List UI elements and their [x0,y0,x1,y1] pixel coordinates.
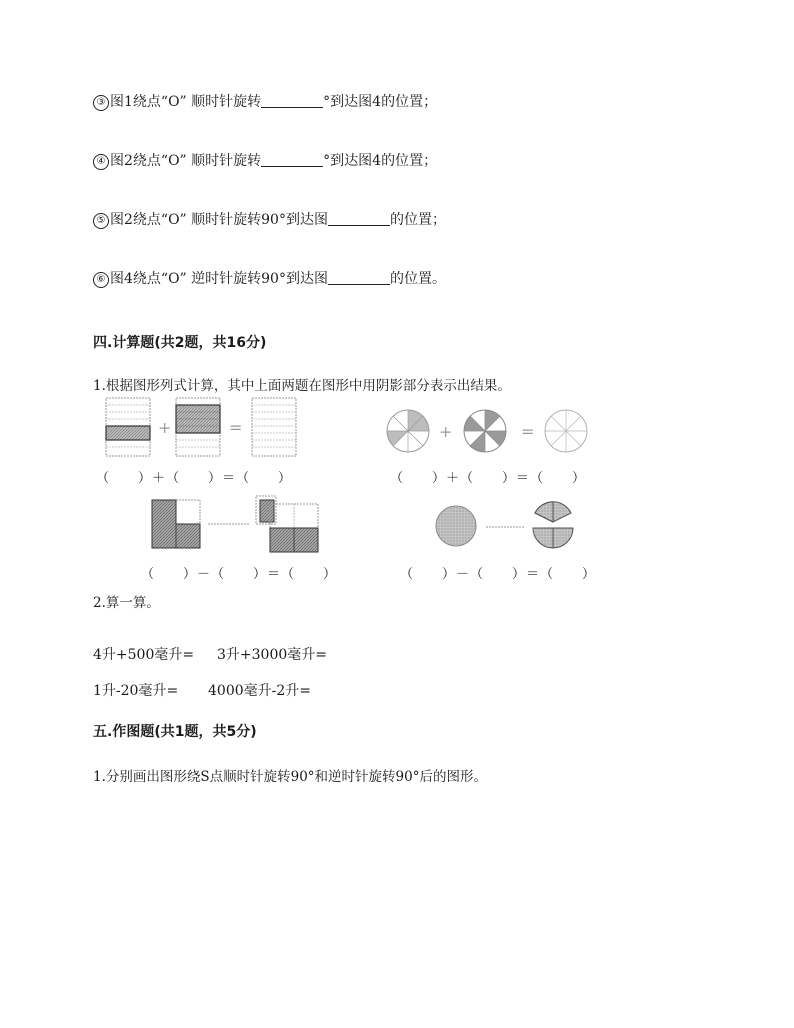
item-number: ③ [93,95,109,111]
circle-1 [387,410,429,452]
question-text: 1.根据图形列式计算，其中上面两题在图形中用阴影部分表示出结果。 [93,378,511,394]
minuend-square [152,500,200,548]
item-text: 的位置。 [389,271,446,287]
square-subtraction-figure [150,494,322,556]
rectangle-2 [176,398,220,456]
item-text: 图1绕点“O” 顺时针旋转 [110,94,262,110]
item-number: ⑤ [93,213,109,229]
plus-sign: + [439,422,453,441]
calc-item[interactable]: 3升+3000毫升= [217,647,327,663]
split-circle [533,502,573,548]
circle-answer [545,410,587,452]
answer-blank[interactable] [261,152,323,167]
section-heading: 四.计算题(共2题，共16分) [93,335,267,351]
equals-sign: = [521,422,535,441]
circle-addition-figure [385,408,595,454]
rectangle-addition-figure [104,396,304,458]
rotation-item-3 [93,92,437,112]
item-text: 图2绕点“O” 顺时针旋转90°到达图 [110,212,328,228]
section-heading: 五.作图题(共1题，共5分) [93,724,257,740]
subtraction-expression-right[interactable]: （ ）－（ ）＝（ ） [400,567,597,582]
answer-blank[interactable] [261,93,323,108]
addition-expression-right[interactable]: （ ）＋（ ）＝（ ） [390,471,587,486]
rectangle-1 [106,398,150,456]
question-text: 1.分别画出图形绕S点顺时针旋转90°和逆时针旋转90°后的图形。 [93,769,487,785]
rectangle-answer [252,398,296,456]
item-text: 图4绕点“O” 逆时针旋转90°到达图 [110,271,328,287]
calc-item[interactable]: 4升+500毫升= [93,647,195,663]
calc-item[interactable]: 4000毫升-2升= [208,683,311,699]
subtraction-expression-left[interactable]: （ ）－（ ）＝（ ） [141,567,338,582]
item-text: °到达图4的位置； [323,94,438,110]
answer-blank[interactable] [328,211,390,226]
rotation-item-6 [93,269,446,289]
rotation-item-4 [93,151,437,171]
full-circle [436,506,476,546]
equals-sign: = [229,418,243,437]
rotation-item-5 [93,210,446,230]
item-text: °到达图4的位置； [323,153,438,169]
calc-item[interactable]: 1升-20毫升= [93,683,179,699]
item-number: ⑥ [93,272,109,288]
item-text: 图2绕点“O” 顺时针旋转 [110,153,262,169]
question-text: 2.算一算。 [93,595,160,611]
item-number: ④ [93,154,109,170]
addition-expression-left[interactable]: （ ）＋（ ）＝（ ） [96,471,293,486]
difference-square [256,496,318,552]
item-text: 的位置； [389,212,446,228]
answer-blank[interactable] [328,270,390,285]
circle-subtraction-figure [432,498,582,554]
circle-2 [464,410,506,452]
plus-sign: + [158,418,172,437]
